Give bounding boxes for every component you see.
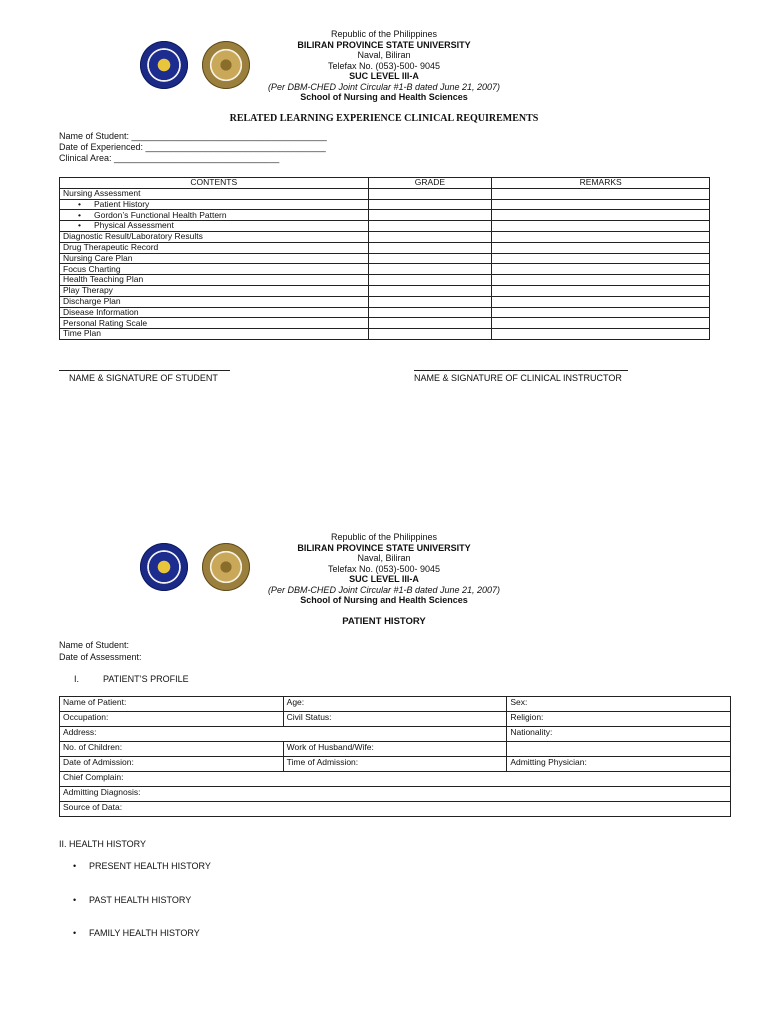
requirement-label: Discharge Plan xyxy=(60,296,369,307)
section-2-label: II. HEALTH HISTORY xyxy=(59,839,147,849)
remarks-cell[interactable] xyxy=(492,199,710,210)
family-health-history-label: FAMILY HEALTH HISTORY xyxy=(89,928,200,938)
civil-status-cell[interactable]: Civil Status: xyxy=(283,712,507,727)
grade-cell[interactable] xyxy=(368,221,492,232)
clinical-area-field[interactable]: Clinical Area: _________________________________ xyxy=(59,153,280,163)
student-signature-line[interactable] xyxy=(59,370,230,371)
requirement-label: Nursing Care Plan xyxy=(60,253,369,264)
list-item xyxy=(73,928,200,938)
grade-cell[interactable] xyxy=(368,210,492,221)
nationality-cell[interactable]: Nationality: xyxy=(507,727,731,742)
grade-cell[interactable] xyxy=(368,199,492,210)
grade-cell[interactable] xyxy=(368,285,492,296)
telefax-line: Telefax No. (053)-500- 9045 xyxy=(327,60,441,71)
admitting-diagnosis-cell[interactable]: Admitting Diagnosis: xyxy=(60,787,731,802)
remarks-cell[interactable] xyxy=(492,275,710,286)
requirement-label: Diagnostic Result/Laboratory Results xyxy=(60,231,369,242)
bullet-icon: • xyxy=(73,928,77,938)
empty-cell[interactable] xyxy=(507,742,731,757)
suc-level: SUC LEVEL III-A xyxy=(349,574,419,584)
sex-cell[interactable]: Sex: xyxy=(507,697,731,712)
telefax-line: Telefax No. (053)-500- 9045 xyxy=(327,563,441,574)
patient-profile-table xyxy=(59,696,731,817)
grade-cell[interactable] xyxy=(368,253,492,264)
remarks-cell[interactable] xyxy=(492,231,710,242)
remarks-cell[interactable] xyxy=(492,221,710,232)
work-of-spouse-cell[interactable]: Work of Husband/Wife: xyxy=(283,742,507,757)
requirement-label: Focus Charting xyxy=(60,264,369,275)
occupation-cell[interactable]: Occupation: xyxy=(60,712,284,727)
page2-letterhead xyxy=(0,532,768,606)
table-row xyxy=(60,242,710,253)
location-line: Naval, Biliran xyxy=(357,50,411,60)
university-name: BILIRAN PROVINCE STATE UNIVERSITY xyxy=(297,39,471,50)
requirement-label: • Patient History xyxy=(60,199,369,210)
republic-line: Republic of the Philippines xyxy=(330,532,438,542)
list-item xyxy=(73,861,211,871)
requirement-label: • Gordon’s Functional Health Pattern xyxy=(60,210,369,221)
table-row xyxy=(60,802,731,817)
chief-complain-cell[interactable]: Chief Complain: xyxy=(60,772,731,787)
table-row xyxy=(60,231,710,242)
circular-line: (Per DBM-CHED Joint Circular #1-B dated June 21, 2007) xyxy=(267,584,501,595)
grade-cell[interactable] xyxy=(368,231,492,242)
grade-cell[interactable] xyxy=(368,264,492,275)
contents-header: CONTENTS xyxy=(60,178,369,189)
requirement-label: Personal Rating Scale xyxy=(60,318,369,329)
grade-cell[interactable] xyxy=(368,318,492,329)
table-row xyxy=(60,199,710,210)
address-cell[interactable]: Address: xyxy=(60,727,507,742)
instructor-signature-line[interactable] xyxy=(414,370,628,371)
remarks-cell[interactable] xyxy=(492,329,710,340)
table-row xyxy=(60,318,710,329)
grade-header: GRADE xyxy=(368,178,492,189)
present-health-history-label: PRESENT HEALTH HISTORY xyxy=(89,861,211,871)
table-row xyxy=(60,742,731,757)
name-of-patient-cell[interactable]: Name of Patient: xyxy=(60,697,284,712)
page2-title: PATIENT HISTORY xyxy=(342,616,426,627)
remarks-cell[interactable] xyxy=(492,210,710,221)
grade-cell[interactable] xyxy=(368,329,492,340)
table-row xyxy=(60,697,731,712)
name-of-student-field[interactable]: Name of Student: _______________________________________ xyxy=(59,131,327,141)
grade-cell[interactable] xyxy=(368,307,492,318)
requirements-table xyxy=(59,177,710,340)
grade-cell[interactable] xyxy=(368,188,492,199)
remarks-cell[interactable] xyxy=(492,188,710,199)
remarks-cell[interactable] xyxy=(492,242,710,253)
grade-cell[interactable] xyxy=(368,242,492,253)
past-health-history-label: PAST HEALTH HISTORY xyxy=(89,895,192,905)
requirement-label: Health Teaching Plan xyxy=(60,275,369,286)
name-of-student-field[interactable]: Name of Student: xyxy=(59,640,130,650)
no-of-children-cell[interactable]: No. of Children: xyxy=(60,742,284,757)
table-row xyxy=(60,275,710,286)
list-item xyxy=(73,895,191,905)
date-of-assessment-field[interactable]: Date of Assessment: xyxy=(59,652,142,662)
section-1-label: PATIENT’S PROFILE xyxy=(103,674,189,684)
republic-line: Republic of the Philippines xyxy=(330,29,438,39)
student-signature-label: NAME & SIGNATURE OF STUDENT xyxy=(69,373,218,383)
circular-line: (Per DBM-CHED Joint Circular #1-B dated June 21, 2007) xyxy=(267,81,501,92)
date-of-experienced-field[interactable]: Date of Experienced: ____________________________________ xyxy=(59,142,326,152)
table-row xyxy=(60,787,731,802)
age-cell[interactable]: Age: xyxy=(283,697,507,712)
requirement-label: Nursing Assessment xyxy=(60,188,369,199)
religion-cell[interactable]: Religion: xyxy=(507,712,731,727)
remarks-cell[interactable] xyxy=(492,264,710,275)
table-row xyxy=(60,264,710,275)
location-line: Naval, Biliran xyxy=(357,553,411,563)
table-row xyxy=(60,285,710,296)
table-row xyxy=(60,329,710,340)
table-row xyxy=(60,296,710,307)
table-row xyxy=(60,727,731,742)
table-row xyxy=(60,772,731,787)
table-row xyxy=(60,757,731,772)
suc-level: SUC LEVEL III-A xyxy=(349,71,419,81)
source-of-data-cell[interactable]: Source of Data: xyxy=(60,802,731,817)
remarks-cell[interactable] xyxy=(492,253,710,264)
requirement-label: Play Therapy xyxy=(60,285,369,296)
table-row xyxy=(60,188,710,199)
school-name: School of Nursing and Health Sciences xyxy=(300,92,468,102)
table-row xyxy=(60,210,710,221)
table-row xyxy=(60,307,710,318)
remarks-cell[interactable] xyxy=(492,296,710,307)
instructor-signature-label: NAME & SIGNATURE OF CLINICAL INSTRUCTOR xyxy=(414,373,622,383)
requirement-label: Disease Information xyxy=(60,307,369,318)
requirement-label: Time Plan xyxy=(60,329,369,340)
section-1-number: I. xyxy=(74,674,80,684)
table-row xyxy=(60,253,710,264)
table-row xyxy=(60,712,731,727)
bullet-icon: • xyxy=(73,895,77,905)
table-header-row xyxy=(60,178,710,189)
university-name: BILIRAN PROVINCE STATE UNIVERSITY xyxy=(297,542,471,553)
requirement-label: • Physical Assessment xyxy=(60,221,369,232)
bullet-icon: • xyxy=(73,861,77,871)
time-of-admission-cell[interactable]: Time of Admission: xyxy=(283,757,507,772)
page1-title: RELATED LEARNING EXPERIENCE CLINICAL REQUIREMENTS xyxy=(229,113,539,124)
admitting-physician-cell[interactable]: Admitting Physician: xyxy=(507,757,731,772)
table-row xyxy=(60,221,710,232)
grade-cell[interactable] xyxy=(368,275,492,286)
page1-letterhead xyxy=(0,29,768,103)
remarks-cell[interactable] xyxy=(492,318,710,329)
requirement-label: Drug Therapeutic Record xyxy=(60,242,369,253)
date-of-admission-cell[interactable]: Date of Admission: xyxy=(60,757,284,772)
school-name: School of Nursing and Health Sciences xyxy=(300,595,468,605)
remarks-cell[interactable] xyxy=(492,307,710,318)
grade-cell[interactable] xyxy=(368,296,492,307)
remarks-cell[interactable] xyxy=(492,285,710,296)
remarks-header: REMARKS xyxy=(492,178,710,189)
